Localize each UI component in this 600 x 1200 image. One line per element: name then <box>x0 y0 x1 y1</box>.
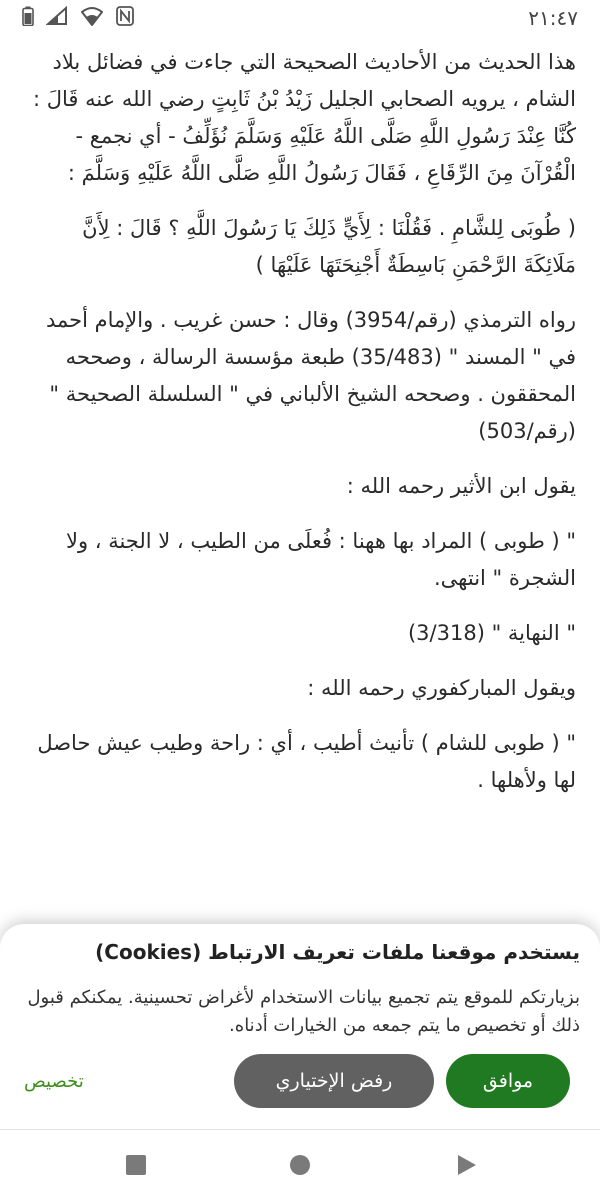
article-paragraph: يقول ابن الأثير رحمه الله : <box>346 474 576 498</box>
home-icon[interactable] <box>287 1152 313 1178</box>
wifi-icon <box>80 6 104 30</box>
status-time: ٢١:٤٧ <box>528 6 578 30</box>
article-paragraph: رواه الترمذي (رقم/3954) وقال : حسن غريب . والإمام أحمد في " المسند " (35/483) طبعة مؤسسة الرسالة ، وصححه المحققون . وصححه الشيخ الألباني في " السلسلة الصحيحة " (رقم/503) <box>45 308 576 443</box>
recents-icon[interactable] <box>123 1152 149 1178</box>
article-paragraph: " ( طوبى ) المراد بها ههنا : فُعلَى من الطيب ، لا الجنة ، ولا الشجرة " انتهى. <box>65 529 576 590</box>
cookie-banner <box>0 924 600 1130</box>
reject-optional-button[interactable]: رفض الإختياري <box>234 1054 434 1108</box>
nfc-icon <box>116 6 134 30</box>
article-paragraph: " النهاية " (3/318) <box>407 621 576 645</box>
article-paragraph: هذا الحديث من الأحاديث الصحيحة التي جاءت في فضائل بلاد الشام ، يرويه الصحابي الجليل زَيْدُ بْنُ ثَابِتٍ رضي الله عنه قَالَ : كُنَّا عِنْدَ رَسُولِ اللَّهِ صَلَّى اللَّهُ عَلَيْهِ وَسَلَّمَ نُؤَلِّفُ - أي نجمع - الْقُرْآنَ مِنَ الرِّقَاعِ ، فَقَالَ رَسُولُ اللَّهِ صَلَّى اللَّهُ عَلَيْهِ وَسَلَّمَ : <box>32 50 576 185</box>
battery-icon <box>22 6 34 30</box>
status-bar <box>0 0 600 36</box>
customize-link[interactable]: تخصيص <box>24 1070 84 1092</box>
system-nav-bar <box>0 1129 600 1200</box>
article-body <box>30 44 576 817</box>
article-paragraph: ويقول المباركفوري رحمه الله : <box>307 676 576 700</box>
status-icons <box>22 6 134 30</box>
accept-button[interactable]: موافق <box>446 1054 570 1108</box>
cookie-actions <box>20 1054 570 1108</box>
signal-icon <box>46 6 68 30</box>
cookie-banner-title: يستخدم موقعنا ملفات تعريف الارتباط (Cookies) <box>95 940 580 964</box>
cookie-banner-text: بزيارتكم للموقع يتم تجميع بيانات الاستخدام لأغراض تحسينية. يمكنكم قبول ذلك أو تخصيص ما يتم جمعه من الخيارات أدناه. <box>27 987 580 1036</box>
article-paragraph: " ( طوبى للشام ) تأنيث أطيب ، أي : راحة وطيب عيش حاصل لها ولأهلها . <box>37 731 576 792</box>
article-paragraph: ( طُوبَى لِلشَّامِ . فَقُلْنَا : لِأَيٍّ ذَلِكَ يَا رَسُولَ اللَّهِ ؟ قَالَ : لِأَنَّ مَلَائِكَةَ الرَّحْمَنِ بَاسِطَةٌ أَجْنِحَتَهَا عَلَيْهَا ) <box>82 216 576 277</box>
back-icon[interactable] <box>453 1152 479 1178</box>
